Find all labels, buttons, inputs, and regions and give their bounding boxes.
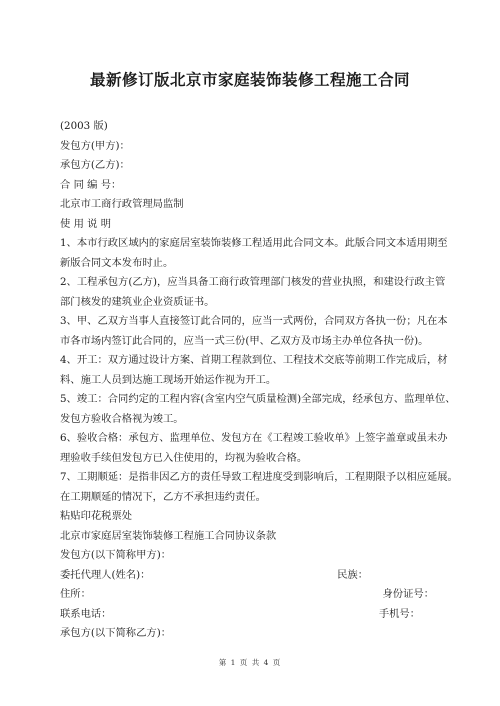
- party-b-line: 承包方(乙方)：: [60, 159, 130, 171]
- agent-label: 委托代理人(姓名)：: [60, 568, 151, 581]
- clause-line: 新版合同文本发布时止。: [60, 256, 174, 269]
- clause-7: [60, 468, 458, 507]
- ethnicity-label: 民族：: [337, 568, 368, 581]
- clause-line: 5、竣工：合同约定的工程内容(含室内空气质量检测)全部完成，经承包方、监理单位、: [60, 393, 456, 405]
- clause-line: 1、本市行政区域内的家庭居室装饰装修工程适用此合同文本。此版合同文本适用期至: [60, 237, 448, 249]
- phone-label: 联系电话：: [60, 607, 112, 620]
- address-label: 住所：: [60, 588, 91, 600]
- version-line: (2003 版): [60, 120, 108, 132]
- supervisor-line: 北京市工商行政管理局监制: [60, 198, 184, 210]
- address-row: [60, 585, 452, 605]
- agreement-title: 北京市家庭居室装饰装修工程施工合同协议条款: [60, 529, 277, 542]
- clause-line: 3、甲、乙双方当事人直接签订此合同的，应当一式两份，合同双方各执一份；凡在本: [60, 315, 448, 327]
- contract-number-line: 合 同 编 号：: [60, 178, 122, 191]
- clause-line: 在工期顺延的情况下，乙方不承担违约责任。: [60, 490, 266, 503]
- clause-3: [60, 312, 452, 351]
- clause-line: 部门核发的建筑业企业资质证书。: [60, 295, 215, 308]
- party-a-short-line: 发包方(以下简称甲方)：: [60, 549, 172, 561]
- clause-line: 6、验收合格：承包方、监理单位、发包方在《工程竣工验收单》上签字盖章或虽未办: [60, 432, 448, 444]
- party-b-short-line: 承包方(以下简称乙方)：: [60, 627, 172, 639]
- clause-line: 发包方验收合格视为竣工。: [60, 412, 184, 425]
- instructions-heading: 使 用 说 明: [60, 217, 112, 230]
- clause-2: [60, 273, 452, 312]
- clause-line: 料、施工人员到达施工现场开始运作视为开工。: [60, 373, 277, 386]
- clause-4: [60, 351, 452, 390]
- clause-5: [60, 390, 456, 429]
- clause-line: 7、工期顺延：是指非因乙方的责任导致工程进度受到影响后，工程期限予以相应延展。: [60, 471, 458, 483]
- id-number-label: 身份证号：: [382, 588, 434, 600]
- clause-1: [60, 234, 452, 273]
- clause-6: [60, 429, 452, 468]
- document-title: 最新修订版北京市家庭装饰装修工程施工合同: [89, 71, 410, 89]
- clause-line: 市各市场内签订此合同的，应当一式三份(甲、乙双方及市场主办单位各执一份)。: [60, 334, 429, 347]
- mobile-label: 手机号：: [378, 607, 420, 620]
- party-a-line: 发包方(甲方)：: [60, 139, 130, 152]
- clause-line: 理验收手续但发包方已入住使用的，均视为验收合格。: [60, 451, 308, 464]
- document-body: [60, 117, 458, 644]
- clause-line: 4、开工：双方通过设计方案、首期工程款到位、工程技术交底等前期工作完成后，材: [60, 354, 448, 366]
- stamp-tax-line: 粘贴印花税票处: [60, 510, 133, 522]
- phone-row: [60, 605, 452, 625]
- agent-row: [60, 566, 452, 586]
- clause-line: 2、工程承包方(乙方)，应当具备工商行政管理部门核发的营业执照，和建设行政主管: [60, 276, 446, 288]
- page-footer: 第 1 页 共 4 页: [218, 658, 282, 667]
